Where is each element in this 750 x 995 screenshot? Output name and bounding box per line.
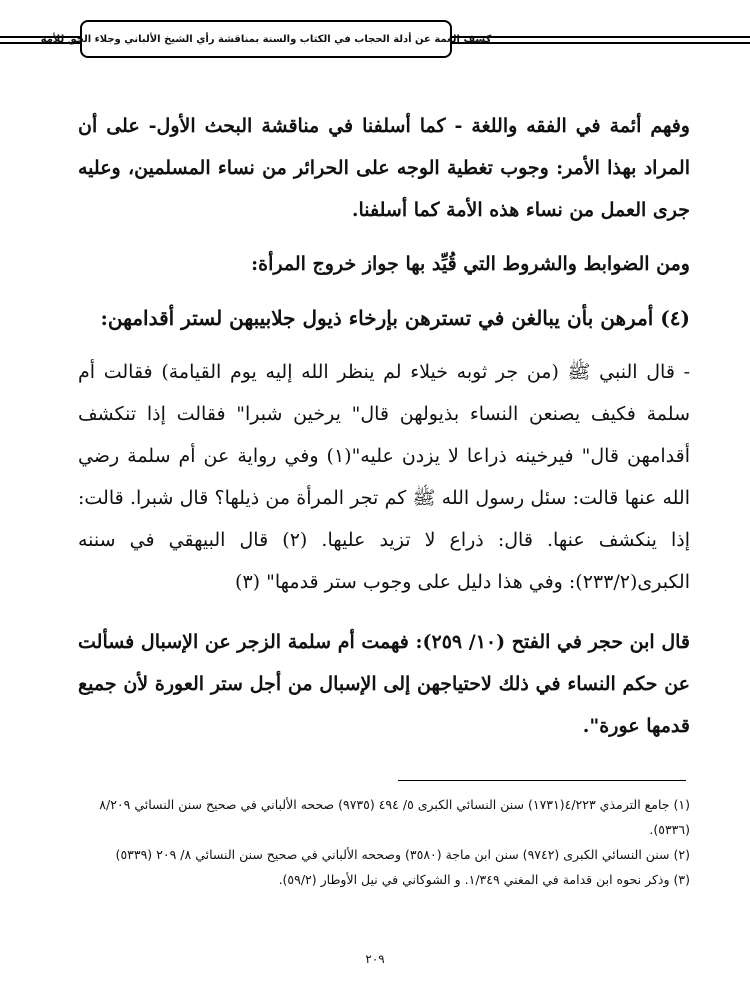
spacer [78,603,690,621]
section-heading-4: (٤) أمرهن بأن يبالغن في تسترهن بإرخاء ذيول جلابيبهن لستر أقدامهن: [100,306,690,330]
paragraph-ibn-hajar: قال ابن حجر في الفتح (١٠/ ٢٥٩): فهمت أم سلمة الزجر عن الإسبال فسألت عن حكم النساء في ذلك لاحتياجهن إلى الإسبال من أجل ستر العورة لأن جميع قدمها عورة". [78,631,691,737]
footnotes [78,792,690,892]
footnote-3: (٣) وذكر نحوه ابن قدامة في المغني ١/٣٤٩. و الشوكاني في نيل الأوطار (٥٩/٢). [278,872,690,887]
spacer [78,339,690,351]
spacer [78,231,690,243]
footnote-1: (١) جامع الترمذي ٤/٢٢٣(١٧٣١) سنن النسائي الكبرى ٥/ ٤٩٤ (٩٧٣٥) صححه الألباني في صحيح سنن النسائي ٨/٢٠٩ (٥٣٣٦). [99,797,690,837]
page-number: ٢٠٩ [365,952,385,966]
running-header [40,20,492,58]
footnote-separator [398,780,686,781]
paragraph-2: ومن الضوابط والشروط التي قُيِّد بها جواز خروج المرأة: [251,253,690,275]
paragraph-hadith: - قال النبي ﷺ (من جر ثوبه خيلاء لم ينظر الله إليه يوم القيامة) فقالت أم سلمة فكيف يصنعن النساء بذيولهن قال" يرخين شبرا" فقالت إذا تنكشف أقدامهن قال" فيرخينه ذراعا لا يزدن عليه"(١) وفي رواية عن أم سلمة رضي الله عنها قالت: سئل رسول الله ﷺ كم تجر المرأة من ذيلها؟ قال شبرا. قالت: إذا ينكشف عنها. قال: ذراع لا تزيد عليها. (٢) قال البيهقي في سننه الكبرى(٢٣٣/٢): وفي هذا دليل على وجوب ستر قدمها" (٣) [78,361,690,593]
main-text [78,105,690,747]
spacer [78,285,690,297]
paragraph-1: وفهم أئمة في الفقه واللغة - كما أسلفنا في مناقشة البحث الأول- على أن المراد بهذا الأمر: وجوب تغطية الوجه على الحرائر من نساء المسلمين، وعليه جرى العمل من نساء هذه الأمة كما أسلفنا. [78,115,690,221]
book-title: كشف الغمة عن أدلة الحجاب في الكتاب والسنة بمناقشة رأي الشيخ الألباني وجلاء الحق للأمة [40,33,492,45]
footnote-2: (٢) سنن النسائي الكبرى (٩٧٤٢) سنن ابن ماجة (٣٥٨٠) وصححه الألباني في صحيح سنن النسائي ٨/ ٢٠٩ (٥٣٣٩) [115,847,690,862]
